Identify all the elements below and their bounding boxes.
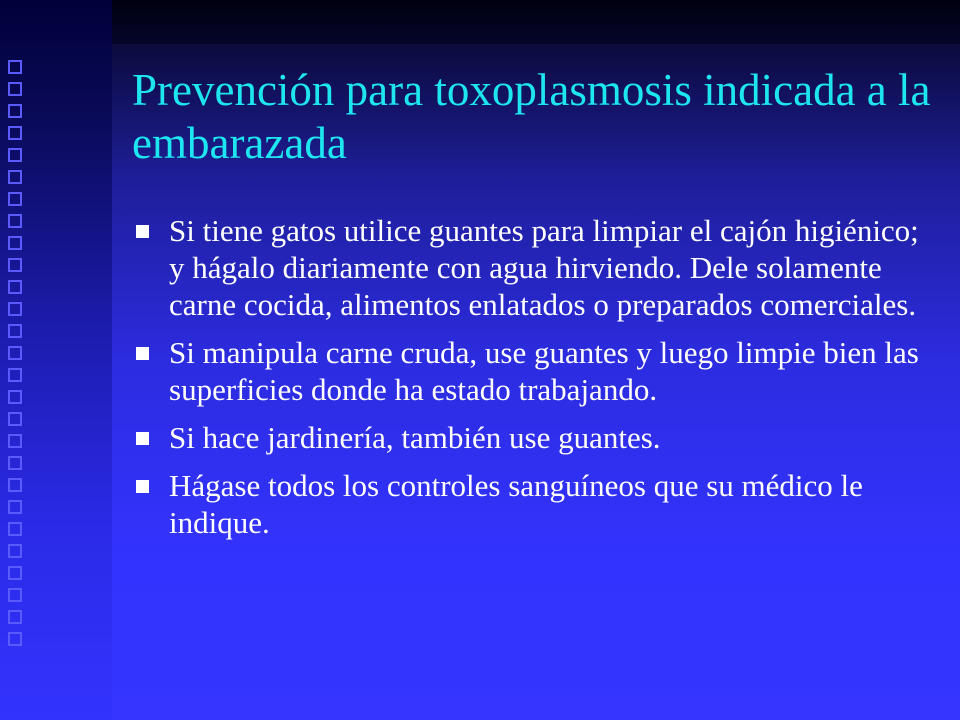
square-outline-icon bbox=[8, 192, 22, 206]
bullet-text: Hágase todos los controles sanguíneos que su médico le indique. bbox=[169, 468, 863, 540]
bullet-item bbox=[136, 334, 926, 408]
square-outline-icon bbox=[8, 236, 22, 250]
slide-title: Prevención para toxoplasmosis indicada a la embarazada bbox=[132, 65, 931, 168]
square-outline-icon bbox=[8, 434, 22, 448]
bullet-item bbox=[136, 212, 926, 323]
square-outline-icon bbox=[8, 566, 22, 580]
square-outline-icon bbox=[8, 368, 22, 382]
bullet-text: Si manipula carne cruda, use guantes y luego limpie bien las superficies donde ha estado trabajando. bbox=[169, 335, 919, 407]
square-outline-icon bbox=[8, 126, 22, 140]
top-dark-band bbox=[112, 0, 960, 44]
square-outline-icon bbox=[8, 302, 22, 316]
square-outline-icon bbox=[8, 456, 22, 470]
square-outline-icon bbox=[8, 104, 22, 118]
square-bullet-icon bbox=[136, 225, 149, 238]
square-outline-icon bbox=[8, 500, 22, 514]
bullet-list bbox=[136, 212, 926, 552]
square-bullet-icon bbox=[136, 432, 149, 445]
square-outline-icon bbox=[8, 588, 22, 602]
bullet-item bbox=[136, 419, 926, 456]
square-outline-icon bbox=[8, 346, 22, 360]
square-bullet-icon bbox=[136, 480, 149, 493]
square-bullet-icon bbox=[136, 347, 149, 360]
bullet-text: Si tiene gatos utilice guantes para limpiar el cajón higiénico; y hágalo diariamente con agua hirviendo. Dele solamente carne cocida, alimentos enlatados o preparados comerciales. bbox=[169, 213, 919, 322]
square-outline-icon bbox=[8, 280, 22, 294]
square-outline-icon bbox=[8, 258, 22, 272]
square-outline-icon bbox=[8, 412, 22, 426]
square-outline-icon bbox=[8, 610, 22, 624]
square-outline-icon bbox=[8, 214, 22, 228]
square-outline-icon bbox=[8, 522, 22, 536]
square-outline-icon bbox=[8, 544, 22, 558]
square-outline-icon bbox=[8, 170, 22, 184]
square-outline-icon bbox=[8, 478, 22, 492]
bullet-item bbox=[136, 467, 926, 541]
square-outline-icon bbox=[8, 148, 22, 162]
square-outline-icon bbox=[8, 324, 22, 338]
square-outline-icon bbox=[8, 60, 22, 74]
square-outline-icon bbox=[8, 82, 22, 96]
square-outline-icon bbox=[8, 632, 22, 646]
bullet-text: Si hace jardinería, también use guantes. bbox=[169, 420, 661, 455]
decorative-squares-column bbox=[8, 60, 22, 700]
square-outline-icon bbox=[8, 390, 22, 404]
